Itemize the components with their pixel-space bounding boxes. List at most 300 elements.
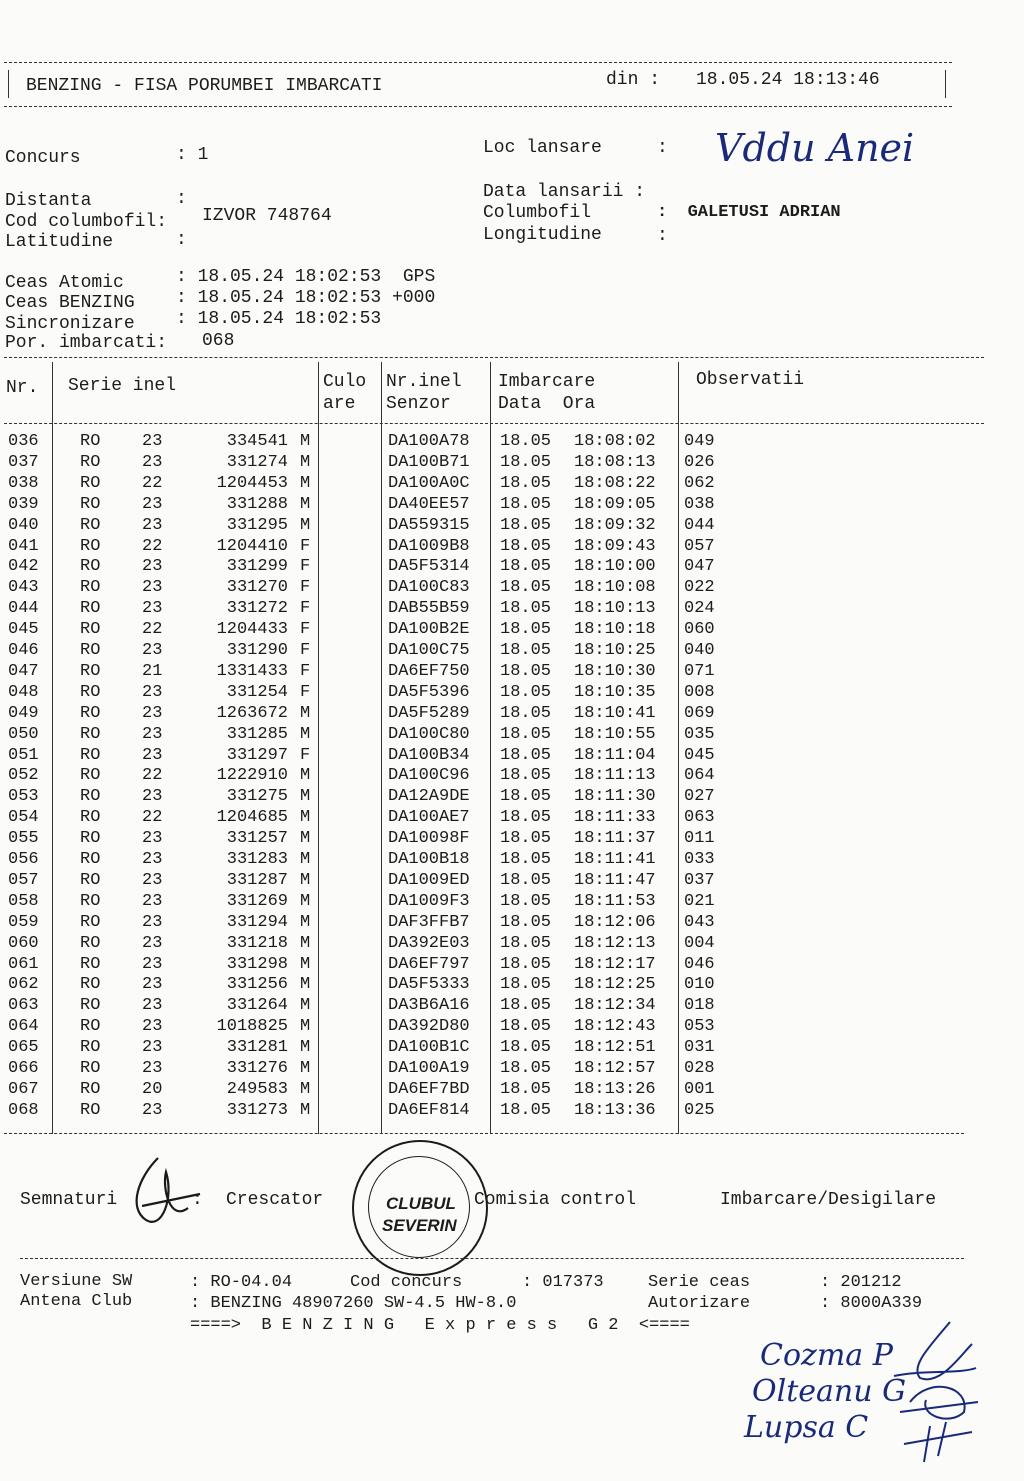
table-row xyxy=(0,955,1000,975)
comisia-control-label: Comisia control xyxy=(474,1190,637,1210)
table-row xyxy=(0,996,1000,1016)
row-sensor: DA6EF750 xyxy=(388,661,470,681)
table-row xyxy=(0,871,1000,891)
row-time: 18:10:35 xyxy=(574,682,656,702)
row-country: RO xyxy=(80,452,101,472)
handwritten-name-1: Cozma P xyxy=(760,1338,893,1373)
row-observatii: 027 xyxy=(684,787,715,807)
table-row xyxy=(0,557,1000,577)
row-time: 18:10:41 xyxy=(574,703,656,723)
row-time: 18:11:13 xyxy=(574,766,656,786)
antena-club-label: Antena Club xyxy=(20,1292,133,1311)
versiune-sw-value: : RO-04.04 xyxy=(190,1273,293,1292)
row-nr: 060 xyxy=(8,933,39,953)
versiune-sw-label: Versiune SW xyxy=(20,1272,133,1291)
row-year: 22 xyxy=(142,808,163,828)
row-nr: 050 xyxy=(8,724,39,744)
row-date: 18.05 xyxy=(500,1059,552,1078)
row-nr: 061 xyxy=(8,954,39,974)
row-year: 23 xyxy=(142,724,163,744)
row-year: 23 xyxy=(142,578,163,598)
row-country: RO xyxy=(80,536,101,556)
header-nr: Nr. xyxy=(6,378,39,398)
row-country: RO xyxy=(80,787,101,807)
row-observatii: 021 xyxy=(684,891,715,911)
row-ring-number: 331256 xyxy=(226,975,288,995)
table-row xyxy=(0,683,1000,703)
row-ring-number: 331298 xyxy=(226,954,288,974)
row-ring-number: 331299 xyxy=(226,557,288,577)
row-date: 18.05 xyxy=(500,599,552,619)
row-sex: M xyxy=(300,975,311,995)
row-year: 23 xyxy=(142,933,163,953)
row-sensor: DA1009F3 xyxy=(388,891,470,911)
row-ring-number: 331294 xyxy=(226,912,288,932)
row-sensor: DA100C80 xyxy=(388,724,470,744)
row-country: RO xyxy=(80,745,101,765)
table-row xyxy=(0,829,1000,849)
row-sensor: DA5F5314 xyxy=(388,557,470,577)
table-row xyxy=(0,975,1000,995)
row-date: 18.05 xyxy=(500,912,552,932)
row-ring-number: 331275 xyxy=(226,787,288,807)
row-year: 22 xyxy=(142,536,163,556)
columbofil-value: : GALETUSI ADRIAN xyxy=(657,203,841,222)
table-row xyxy=(0,432,1000,452)
row-country: RO xyxy=(80,703,101,723)
table-row xyxy=(0,787,1000,807)
row-observatii: 037 xyxy=(684,870,715,890)
row-nr: 037 xyxy=(8,452,39,472)
table-row xyxy=(0,725,1000,745)
row-time: 18:09:32 xyxy=(574,515,656,535)
row-nr: 064 xyxy=(8,1017,39,1037)
row-date: 18.05 xyxy=(500,557,552,577)
row-country: RO xyxy=(80,912,101,932)
row-sex: M xyxy=(300,432,311,451)
row-sex: M xyxy=(300,1100,311,1120)
antena-club-value: : BENZING 48907260 SW-4.5 HW-8.0 xyxy=(190,1294,517,1313)
row-observatii: 026 xyxy=(684,452,715,472)
row-time: 18:11:37 xyxy=(574,829,656,849)
row-sex: F xyxy=(300,620,311,640)
row-ring-number: 1204685 xyxy=(216,808,288,828)
table-row xyxy=(0,516,1000,536)
header-observatii: Observatii xyxy=(696,370,805,390)
benzing-banner: ====> B E N Z I N G E x p r e s s G 2 <==== xyxy=(190,1316,690,1335)
imbarcare-desigilare-label: Imbarcare/Desigilare xyxy=(720,1190,937,1210)
row-country: RO xyxy=(80,599,101,619)
row-time: 18:11:41 xyxy=(574,850,656,869)
row-sensor: DA6EF7BD xyxy=(388,1079,470,1099)
row-observatii: 063 xyxy=(684,808,715,828)
row-date: 18.05 xyxy=(500,703,552,723)
row-time: 18:12:25 xyxy=(574,975,656,995)
row-ring-number: 331264 xyxy=(226,996,288,1016)
row-ring-number: 334541 xyxy=(226,432,288,451)
row-observatii: 018 xyxy=(684,996,715,1016)
row-country: RO xyxy=(80,557,101,577)
header-nrinel-1: Nr.inel xyxy=(386,372,462,392)
row-sensor: DA100B34 xyxy=(388,745,470,765)
row-ring-number: 1018825 xyxy=(216,1017,288,1037)
row-time: 18:13:26 xyxy=(574,1079,656,1099)
row-nr: 043 xyxy=(8,578,39,598)
cod-columbofil-label: Cod columbofil: xyxy=(5,212,168,232)
row-observatii: 033 xyxy=(684,850,715,869)
row-sensor: DA40EE57 xyxy=(388,494,470,514)
row-observatii: 011 xyxy=(684,829,715,849)
stamp-line-1: CLUBUL xyxy=(386,1194,456,1213)
row-year: 23 xyxy=(142,599,163,619)
ceas-benzing-label: Ceas BENZING xyxy=(5,293,135,313)
loc-lansare-handwritten: Vddu Anei xyxy=(715,126,915,170)
header-bottom-rule xyxy=(4,106,952,107)
row-observatii: 010 xyxy=(684,975,715,995)
row-sensor: DA100C83 xyxy=(388,578,470,598)
row-ring-number: 331283 xyxy=(226,850,288,869)
row-time: 18:11:33 xyxy=(574,808,656,828)
row-country: RO xyxy=(80,954,101,974)
row-year: 23 xyxy=(142,787,163,807)
header-serie-inel: Serie inel xyxy=(68,376,177,396)
row-nr: 044 xyxy=(8,599,39,619)
row-time: 18:09:43 xyxy=(574,536,656,556)
row-country: RO xyxy=(80,515,101,535)
table-row xyxy=(0,704,1000,724)
row-date: 18.05 xyxy=(500,515,552,535)
concurs-label: Concurs xyxy=(5,148,81,168)
row-sensor: DA100B1C xyxy=(388,1038,470,1058)
row-time: 18:12:13 xyxy=(574,933,656,953)
row-observatii: 001 xyxy=(684,1079,715,1099)
row-date: 18.05 xyxy=(500,766,552,786)
row-ring-number: 331281 xyxy=(226,1038,288,1058)
table-row xyxy=(0,662,1000,682)
row-sex: M xyxy=(300,850,311,869)
row-sensor: DA100B2E xyxy=(388,620,470,640)
row-date: 18.05 xyxy=(500,432,552,451)
latitudine-label: Latitudine xyxy=(5,232,114,252)
row-ring-number: 331276 xyxy=(226,1059,288,1078)
row-nr: 038 xyxy=(8,473,39,493)
row-year: 23 xyxy=(142,1059,163,1078)
stamp-line-2: SEVERIN xyxy=(382,1216,457,1235)
table-row xyxy=(0,1059,1000,1079)
table-bottom-rule xyxy=(4,1133,964,1134)
row-sensor: DA392D80 xyxy=(388,1017,470,1037)
row-year: 23 xyxy=(142,745,163,765)
row-sex: M xyxy=(300,1059,311,1078)
row-sex: M xyxy=(300,515,311,535)
signatures-rule xyxy=(20,1258,964,1259)
row-year: 23 xyxy=(142,954,163,974)
row-ring-number: 331269 xyxy=(226,891,288,911)
row-ring-number: 1222910 xyxy=(216,766,288,786)
row-time: 18:12:43 xyxy=(574,1017,656,1037)
row-time: 18:12:06 xyxy=(574,912,656,932)
cod-concurs-label: Cod concurs xyxy=(350,1273,463,1292)
row-nr: 067 xyxy=(8,1079,39,1099)
row-country: RO xyxy=(80,494,101,514)
row-observatii: 049 xyxy=(684,432,715,451)
row-sensor: DA100A0C xyxy=(388,473,470,493)
row-observatii: 035 xyxy=(684,724,715,744)
latitudine-sep: : xyxy=(176,230,187,250)
row-sex: F xyxy=(300,557,311,577)
header-culoare-1: Culo xyxy=(323,372,367,392)
row-sex: F xyxy=(300,536,311,556)
row-ring-number: 331290 xyxy=(226,641,288,660)
ceas-benzing-value: : 18.05.24 18:02:53 +000 xyxy=(176,288,436,308)
row-time: 18:08:22 xyxy=(574,473,656,493)
din-label: din : xyxy=(606,70,661,90)
row-nr: 049 xyxy=(8,703,39,723)
table-row xyxy=(0,474,1000,494)
row-country: RO xyxy=(80,473,101,493)
row-sensor: DA10098F xyxy=(388,829,470,849)
row-year: 21 xyxy=(142,661,163,681)
row-time: 18:10:00 xyxy=(574,557,656,577)
row-sensor: DA100A19 xyxy=(388,1059,470,1078)
row-ring-number: 331272 xyxy=(226,599,288,619)
row-date: 18.05 xyxy=(500,641,552,660)
table-row xyxy=(0,1017,1000,1037)
row-year: 23 xyxy=(142,682,163,702)
row-observatii: 064 xyxy=(684,766,715,786)
row-sex: M xyxy=(300,787,311,807)
row-date: 18.05 xyxy=(500,1017,552,1037)
table-row xyxy=(0,766,1000,786)
row-year: 22 xyxy=(142,473,163,493)
row-country: RO xyxy=(80,682,101,702)
row-date: 18.05 xyxy=(500,996,552,1016)
row-nr: 057 xyxy=(8,870,39,890)
table-row xyxy=(0,1080,1000,1100)
row-nr: 047 xyxy=(8,661,39,681)
row-sensor: DA6EF814 xyxy=(388,1100,470,1120)
row-year: 23 xyxy=(142,641,163,660)
longitudine-label: Longitudine xyxy=(483,225,602,245)
row-date: 18.05 xyxy=(500,891,552,911)
row-date: 18.05 xyxy=(500,661,552,681)
row-nr: 045 xyxy=(8,620,39,640)
row-date: 18.05 xyxy=(500,870,552,890)
row-date: 18.05 xyxy=(500,1100,552,1120)
row-sensor: DA559315 xyxy=(388,515,470,535)
row-observatii: 045 xyxy=(684,745,715,765)
row-sex: M xyxy=(300,494,311,514)
serie-ceas-value: : 201212 xyxy=(820,1273,902,1292)
row-sex: M xyxy=(300,766,311,786)
row-country: RO xyxy=(80,1017,101,1037)
row-country: RO xyxy=(80,724,101,744)
row-observatii: 008 xyxy=(684,682,715,702)
autorizare-label: Autorizare xyxy=(648,1294,751,1313)
header-imbarcare-2: Data Ora xyxy=(498,394,596,414)
row-sex: M xyxy=(300,1038,311,1058)
sincronizare-value: : 18.05.24 18:02:53 xyxy=(176,309,382,329)
table-row xyxy=(0,1101,1000,1121)
row-country: RO xyxy=(80,1059,101,1078)
row-nr: 051 xyxy=(8,745,39,765)
row-year: 23 xyxy=(142,452,163,472)
handwritten-name-3: Lupsa C xyxy=(744,1410,869,1445)
table-row xyxy=(0,746,1000,766)
row-ring-number: 331254 xyxy=(226,682,288,702)
row-ring-number: 331257 xyxy=(226,829,288,849)
ceas-atomic-value: : 18.05.24 18:02:53 GPS xyxy=(176,267,436,287)
row-observatii: 060 xyxy=(684,620,715,640)
row-time: 18:10:25 xyxy=(574,641,656,660)
row-sensor: DA5F5333 xyxy=(388,975,470,995)
row-time: 18:12:34 xyxy=(574,996,656,1016)
row-sensor: DA100AE7 xyxy=(388,808,470,828)
row-nr: 059 xyxy=(8,912,39,932)
row-observatii: 053 xyxy=(684,1017,715,1037)
row-observatii: 044 xyxy=(684,515,715,535)
header-nrinel-2: Senzor xyxy=(386,394,451,414)
row-sensor: DA100B18 xyxy=(388,850,470,869)
row-sensor: DA100C96 xyxy=(388,766,470,786)
table-row xyxy=(0,850,1000,870)
row-sex: M xyxy=(300,1017,311,1037)
row-country: RO xyxy=(80,891,101,911)
row-nr: 042 xyxy=(8,557,39,577)
table-row xyxy=(0,892,1000,912)
row-year: 23 xyxy=(142,1017,163,1037)
row-nr: 041 xyxy=(8,536,39,556)
loc-lansare-sep: : xyxy=(657,138,668,158)
row-country: RO xyxy=(80,1079,101,1099)
row-ring-number: 331273 xyxy=(226,1100,288,1120)
row-date: 18.05 xyxy=(500,787,552,807)
row-year: 23 xyxy=(142,703,163,723)
table-row xyxy=(0,620,1000,640)
row-ring-number: 249583 xyxy=(226,1079,288,1099)
row-ring-number: 1204410 xyxy=(216,536,288,556)
row-year: 23 xyxy=(142,1100,163,1120)
row-observatii: 057 xyxy=(684,536,715,556)
row-date: 18.05 xyxy=(500,494,552,514)
row-country: RO xyxy=(80,578,101,598)
row-country: RO xyxy=(80,1038,101,1058)
ceas-atomic-label: Ceas Atomic xyxy=(5,273,124,293)
table-row xyxy=(0,453,1000,473)
row-nr: 065 xyxy=(8,1038,39,1058)
row-observatii: 031 xyxy=(684,1038,715,1058)
row-time: 18:08:13 xyxy=(574,452,656,472)
table-row xyxy=(0,599,1000,619)
handwritten-name-2: Olteanu G xyxy=(752,1374,907,1409)
table-top-rule xyxy=(4,357,984,358)
row-date: 18.05 xyxy=(500,933,552,953)
row-date: 18.05 xyxy=(500,829,552,849)
row-sex: M xyxy=(300,1079,311,1099)
row-year: 23 xyxy=(142,515,163,535)
row-time: 18:08:02 xyxy=(574,432,656,451)
table-row xyxy=(0,913,1000,933)
row-observatii: 062 xyxy=(684,473,715,493)
row-date: 18.05 xyxy=(500,745,552,765)
row-ring-number: 331218 xyxy=(226,933,288,953)
row-nr: 052 xyxy=(8,766,39,786)
row-year: 23 xyxy=(142,494,163,514)
row-observatii: 046 xyxy=(684,954,715,974)
crescator-label: Crescator xyxy=(226,1190,324,1210)
row-date: 18.05 xyxy=(500,682,552,702)
header-culoare-2: are xyxy=(323,394,356,414)
row-sex: M xyxy=(300,996,311,1016)
loc-lansare-label: Loc lansare xyxy=(483,138,602,158)
row-sex: M xyxy=(300,933,311,953)
row-sex: M xyxy=(300,473,311,493)
row-year: 23 xyxy=(142,432,163,451)
semnaturi-label: Semnaturi xyxy=(20,1190,118,1210)
row-observatii: 040 xyxy=(684,641,715,660)
row-country: RO xyxy=(80,975,101,995)
row-sensor: DA392E03 xyxy=(388,933,470,953)
header-top-rule xyxy=(4,62,952,63)
row-nr: 066 xyxy=(8,1059,39,1078)
row-sex: F xyxy=(300,599,311,619)
row-time: 18:11:47 xyxy=(574,870,656,890)
row-year: 23 xyxy=(142,829,163,849)
row-sensor: DA6EF797 xyxy=(388,954,470,974)
row-sex: M xyxy=(300,912,311,932)
table-row xyxy=(0,808,1000,828)
row-time: 18:10:13 xyxy=(574,599,656,619)
row-year: 23 xyxy=(142,870,163,890)
row-country: RO xyxy=(80,829,101,849)
row-sex: M xyxy=(300,891,311,911)
longitudine-sep: : xyxy=(657,226,668,246)
din-value: 18.05.24 18:13:46 xyxy=(696,70,880,90)
row-sex: F xyxy=(300,578,311,598)
columbofil-label: Columbofil xyxy=(483,203,592,223)
row-sensor: DA12A9DE xyxy=(388,787,470,807)
row-nr: 055 xyxy=(8,829,39,849)
row-country: RO xyxy=(80,432,101,451)
row-observatii: 043 xyxy=(684,912,715,932)
row-country: RO xyxy=(80,808,101,828)
row-date: 18.05 xyxy=(500,578,552,598)
row-ring-number: 1204453 xyxy=(216,473,288,493)
row-sensor: DA100A78 xyxy=(388,432,470,451)
row-sensor: DAB55B59 xyxy=(388,599,470,619)
row-year: 23 xyxy=(142,850,163,869)
row-date: 18.05 xyxy=(500,536,552,556)
club-stamp xyxy=(352,1140,488,1276)
row-ring-number: 1204433 xyxy=(216,620,288,640)
row-time: 18:10:08 xyxy=(574,578,656,598)
row-sex: M xyxy=(300,870,311,890)
table-row xyxy=(0,1038,1000,1058)
row-time: 18:12:17 xyxy=(574,954,656,974)
row-nr: 062 xyxy=(8,975,39,995)
row-time: 18:09:05 xyxy=(574,494,656,514)
row-time: 18:11:30 xyxy=(574,787,656,807)
row-date: 18.05 xyxy=(500,975,552,995)
row-date: 18.05 xyxy=(500,620,552,640)
row-ring-number: 331285 xyxy=(226,724,288,744)
row-observatii: 047 xyxy=(684,557,715,577)
cod-concurs-value: : 017373 xyxy=(522,1273,604,1292)
row-ring-number: 331287 xyxy=(226,870,288,890)
row-ring-number: 1263672 xyxy=(216,703,288,723)
row-observatii: 071 xyxy=(684,661,715,681)
row-year: 20 xyxy=(142,1079,163,1099)
